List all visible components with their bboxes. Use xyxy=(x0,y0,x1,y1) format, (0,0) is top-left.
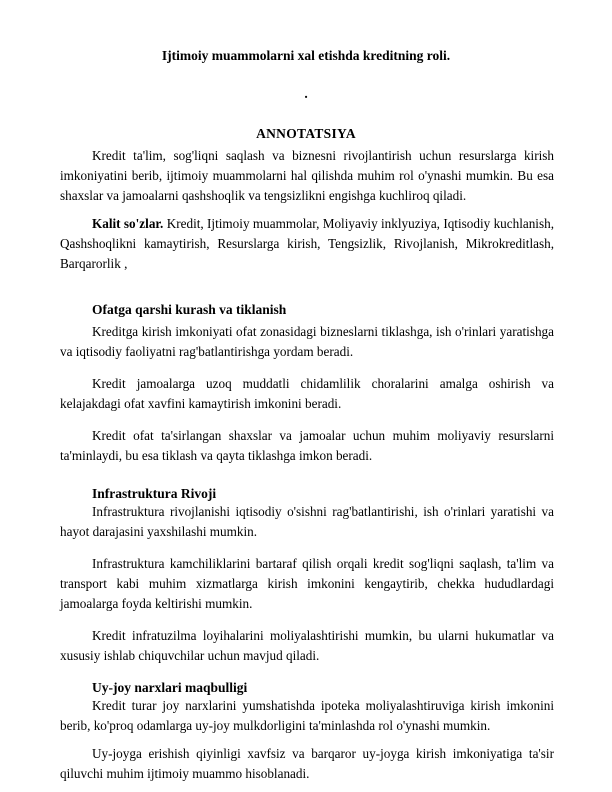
section-heading: Ofatga qarshi kurash va tiklanish xyxy=(92,302,287,317)
keywords-paragraph xyxy=(60,214,554,274)
keywords-label: Kalit so'zlar. xyxy=(92,216,164,231)
page-title: Ijtimoiy muammolarni xal etishda kreditning roli. xyxy=(161,48,451,63)
section-heading: Infrastruktura Rivoji xyxy=(92,486,217,501)
section-paragraph: Uy-joyga erishish qiyinligi xavfsiz va barqaror uy-joyga kirish imkoniyatiga ta'sir qiluvchi muhim ijtimoiy muammo hisoblanadi. xyxy=(60,746,554,781)
section-paragraph: Infrastruktura kamchiliklarini bartaraf qilish orqali kredit sog'liqni saqlash, ta'lim va transport kabi muhim xizmatlarga kirish imkonini kengaytirib, chekka hududlardagi jamoalarga foyda keltirishi mumkin. xyxy=(60,556,554,611)
section-heading: Uy-joy narxlari maqbulligi xyxy=(92,680,248,695)
keywords-text: Kredit, Ijtimoiy muammolar, Moliyaviy inklyuziya, Iqtisodiy kuchlanish, Qashshoqlikni kamaytirish, Resurslarga kirish, Tengsizlik, Rivojlanish, Mikrokreditlash, Barqarorlik , xyxy=(60,216,554,271)
section-paragraph: Kreditga kirish imkoniyati ofat zonasidagi bizneslarni tiklashga, ish o'rinlari yaratishga va iqtisodiy faoliyatni rag'batlantirishga yordam beradi. xyxy=(60,324,554,359)
annotation-paragraph: Kredit ta'lim, sog'liqni saqlash va biznesni rivojlantirish uchun resurslarga kirish imkoniyatini berib, ijtimoiy muammolarni hal qilishda muhim rol o'ynashi mumkin. Bu esa shaxslar va jamoalarni qashshoqlik va tengsizlikni engishga kuchliroq qiladi. xyxy=(60,148,554,203)
title-separator: . xyxy=(304,86,308,101)
section-paragraph: Kredit infratuzilma loyihalarini moliyalashtirishi mumkin, bu ularni hukumatlar va xususiy ishlab chiquvchilar uchun mavjud qiladi. xyxy=(60,628,554,663)
annotation-heading: ANNOTATSIYA xyxy=(256,126,356,141)
section-paragraph: Infrastruktura rivojlanishi iqtisodiy o'sishni rag'batlantirishi, ish o'rinlari yaratishi va hayot darajasini yaxshilashi mumkin. xyxy=(60,504,554,539)
section-paragraph: Kredit ofat ta'sirlangan shaxslar va jamoalar uchun muhim moliyaviy resurslarni ta'minlaydi, bu esa tiklash va qayta tiklashga imkon beradi. xyxy=(60,428,554,463)
section-paragraph: Kredit jamoalarga uzoq muddatli chidamlilik choralarini amalga oshirish va kelajakdagi ofat xavfini kamaytirish imkonini beradi. xyxy=(60,376,554,411)
section-paragraph: Kredit turar joy narxlarini yumshatishda ipoteka moliyalashtiruviga kirish imkonini berib, ko'proq odamlarga uy-joy mulkdorligini ta'minlashda rol o'ynashi mumkin. xyxy=(60,698,554,733)
